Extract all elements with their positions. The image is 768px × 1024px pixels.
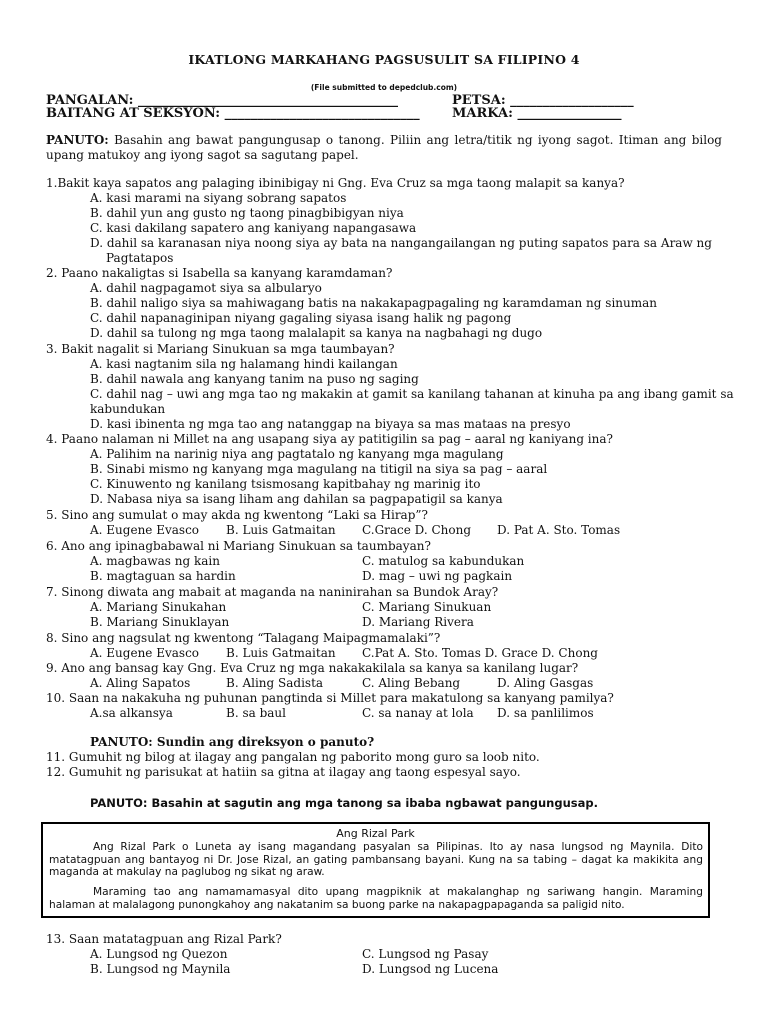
- passage-p1-text: Ang Rizal Park o Luneta ay isang magandang pasyalan sa Pilipinas. Ito ay nasa lungsod ng Maynila. Dito matatagpuan ang bantayog ni Dr. Jose Rizal, an gating pambansang bayani. Kung na sa tabing – dagat ka makikita ang maganda at makulay na paglubog ng sikat ng araw.: [49, 841, 703, 878]
- choice-9d[interactable]: D. Aling Gasgas: [497, 676, 594, 690]
- choice-10d[interactable]: D. sa panlilimos: [497, 706, 594, 720]
- question-5: 5. Sino ang sumulat o may akda ng kwentong “Laki sa Hirap”?: [46, 508, 428, 522]
- instructions: [46, 133, 722, 163]
- choice-7d[interactable]: D. Mariang Rivera: [362, 615, 474, 629]
- choice-6d[interactable]: D. mag – uwi ng pagkain: [362, 569, 513, 583]
- choice-1a[interactable]: A. kasi marami na siyang sobrang sapatos: [90, 191, 347, 205]
- choice-6a[interactable]: A. magbawas ng kain: [90, 554, 220, 568]
- choice-7b[interactable]: B. Mariang Sinuklayan: [90, 615, 230, 629]
- choice-5b[interactable]: B. Luis Gatmaitan: [226, 523, 336, 537]
- item-11: 11. Gumuhit ng bilog at ilagay ang pangalan ng paborito mong guro sa loob nito.: [46, 750, 540, 764]
- exam-title: IKATLONG MARKAHANG PAGSUSULIT SA FILIPINO 4: [188, 52, 580, 67]
- passage-paragraph-2: [49, 886, 703, 911]
- passage-box: [41, 822, 710, 918]
- instructions-text: Basahin ang bawat pangungusap o tanong. Piliin ang letra/titik ng iyong sagot. Itiman ang bilog upang matukoy ang iyong sagot sa sagutang papel.: [46, 133, 722, 162]
- choice-13b[interactable]: B. Lungsod ng Maynila: [90, 962, 231, 976]
- source-note: (File submitted to depedclub.com): [310, 83, 458, 92]
- choice-13a[interactable]: A. Lungsod ng Quezon: [90, 947, 228, 961]
- question-9: 9. Ano ang bansag kay Gng. Eva Cruz ng mga nakakakilala sa kanya sa kanilang lugar?: [46, 661, 579, 675]
- section-3-heading: PANUTO: Basahin at sagutin ang mga tanong sa ibaba ngbawat pangungusap.: [90, 796, 598, 810]
- choice-6b[interactable]: B. magtaguan sa hardin: [90, 569, 236, 583]
- choice-3b[interactable]: B. dahil nawala ang kanyang tanim na puso ng saging: [90, 372, 419, 386]
- choice-5c[interactable]: C.Grace D. Chong: [362, 523, 472, 537]
- choice-4a[interactable]: A. Palihim na narinig niya ang pagtatalo ng kanyang mga magulang: [90, 447, 504, 461]
- date-line[interactable]: PETSA: ___________________: [452, 93, 634, 108]
- choice-2b[interactable]: B. dahil naligo siya sa mahiwagang batis na nakakapagpagaling ng karamdaman ng sinuman: [90, 296, 657, 310]
- question-4: 4. Paano nalaman ni Millet na ang usapang siya ay patitigilin sa pag – aaral ng kaniyang ina?: [46, 432, 613, 446]
- choice-9c[interactable]: C. Aling Bebang: [362, 676, 461, 690]
- choice-10c[interactable]: C. sa nanay at lola: [362, 706, 474, 720]
- score-line[interactable]: MARKA: ________________: [452, 106, 622, 121]
- choice-1c[interactable]: C. kasi dakilang sapatero ang kaniyang napangasawa: [90, 221, 417, 235]
- choice-3c[interactable]: C. dahil nag – uwi ang mga tao ng makakin at gamit sa kanilang tahanan at kinuha pa ang ibang gamit sa: [90, 387, 734, 401]
- choice-1d-cont: Pagtatapos: [106, 251, 174, 265]
- choice-1b[interactable]: B. dahil yun ang gusto ng taong pinagbibigyan niya: [90, 206, 404, 220]
- choice-13d[interactable]: D. Lungsod ng Lucena: [362, 962, 499, 976]
- choice-2c[interactable]: C. dahil napanaginipan niyang gagaling siyasa isang halik ng pagong: [90, 311, 512, 325]
- choice-8a[interactable]: A. Eugene Evasco: [90, 646, 200, 660]
- question-13: 13. Saan matatagpuan ang Rizal Park?: [46, 932, 282, 946]
- choice-5a[interactable]: A. Eugene Evasco: [90, 523, 200, 537]
- choice-7a[interactable]: A. Mariang Sinukahan: [90, 600, 227, 614]
- section-line[interactable]: BAITANG AT SEKSYON: ______________________________: [46, 106, 420, 121]
- choice-8b[interactable]: B. Luis Gatmaitan: [226, 646, 336, 660]
- choice-9a[interactable]: A. Aling Sapatos: [90, 676, 191, 690]
- choice-5d[interactable]: D. Pat A. Sto. Tomas: [497, 523, 621, 537]
- question-3: 3. Bakit nagalit si Mariang Sinukuan sa mga taumbayan?: [46, 342, 395, 356]
- choice-10b[interactable]: B. sa baul: [226, 706, 286, 720]
- instructions-label: PANUTO:: [46, 133, 109, 147]
- choice-4b[interactable]: B. Sinabi mismo ng kanyang mga magulang na titigil na siya sa pag – aaral: [90, 462, 548, 476]
- choice-2a[interactable]: A. dahil nagpagamot siya sa albularyo: [90, 281, 322, 295]
- choice-13c[interactable]: C. Lungsod ng Pasay: [362, 947, 489, 961]
- passage-title: Ang Rizal Park: [336, 827, 415, 840]
- question-2: 2. Paano nakaligtas si Isabella sa kanyang karamdaman?: [46, 266, 393, 280]
- item-12: 12. Gumuhit ng parisukat at hatiin sa gitna at ilagay ang taong espesyal sayo.: [46, 765, 521, 779]
- choice-9b[interactable]: B. Aling Sadista: [226, 676, 324, 690]
- choice-2d[interactable]: D. dahil sa tulong ng mga taong malalapit sa kanya na nagbahagi ng dugo: [90, 326, 543, 340]
- choice-4d[interactable]: D. Nabasa niya sa isang liham ang dahilan sa pagpapatigil sa kanya: [90, 492, 503, 506]
- passage-p2-text: Maraming tao ang namamamasyal dito upang magpiknik at makalanghap ng sariwang hangin. Maraming halaman at malalagong punongkahoy ang nakatanim sa buong parke na nakapagpapaganda sa paligid nito.: [49, 886, 703, 911]
- choice-1d[interactable]: D. dahil sa karanasan niya noong siya ay bata na nangangailangan ng puting sapatos para sa Araw ng: [90, 236, 712, 250]
- choice-4c[interactable]: C. Kinuwento ng kanilang tsismosang kapitbahay ng marinig ito: [90, 477, 481, 491]
- question-10: 10. Saan na nakakuha ng puhunan pangtinda si Millet para makatulong sa kanyang pamilya?: [46, 691, 614, 705]
- choice-6c[interactable]: C. matulog sa kabundukan: [362, 554, 525, 568]
- question-1: 1.Bakit kaya sapatos ang palaging ibinibigay ni Gng. Eva Cruz sa mga taong malapit sa kanya?: [46, 176, 625, 190]
- choice-3c-cont: kabundukan: [90, 402, 166, 416]
- question-6: 6. Ano ang ipinagbabawal ni Mariang Sinukuan sa taumbayan?: [46, 539, 431, 553]
- choice-8cd[interactable]: C.Pat A. Sto. Tomas D. Grace D. Chong: [362, 646, 598, 660]
- choice-7c[interactable]: C. Mariang Sinukuan: [362, 600, 492, 614]
- choice-3a[interactable]: A. kasi nagtanim sila ng halamang hindi kailangan: [90, 357, 398, 371]
- question-8: 8. Sino ang nagsulat ng kwentong “Talagang Maipagmamalaki”?: [46, 631, 441, 645]
- choice-10a[interactable]: A.sa alkansya: [90, 706, 173, 720]
- name-line[interactable]: PANGALAN: ________________________________________: [46, 93, 398, 108]
- passage-paragraph-1: [49, 841, 703, 879]
- choice-3d[interactable]: D. kasi ibinenta ng mga tao ang natanggap na biyaya sa mas mataas na presyo: [90, 417, 571, 431]
- section-2-heading: PANUTO: Sundin ang direksyon o panuto?: [90, 735, 375, 749]
- question-7: 7. Sinong diwata ang mabait at maganda na naninirahan sa Bundok Aray?: [46, 585, 499, 599]
